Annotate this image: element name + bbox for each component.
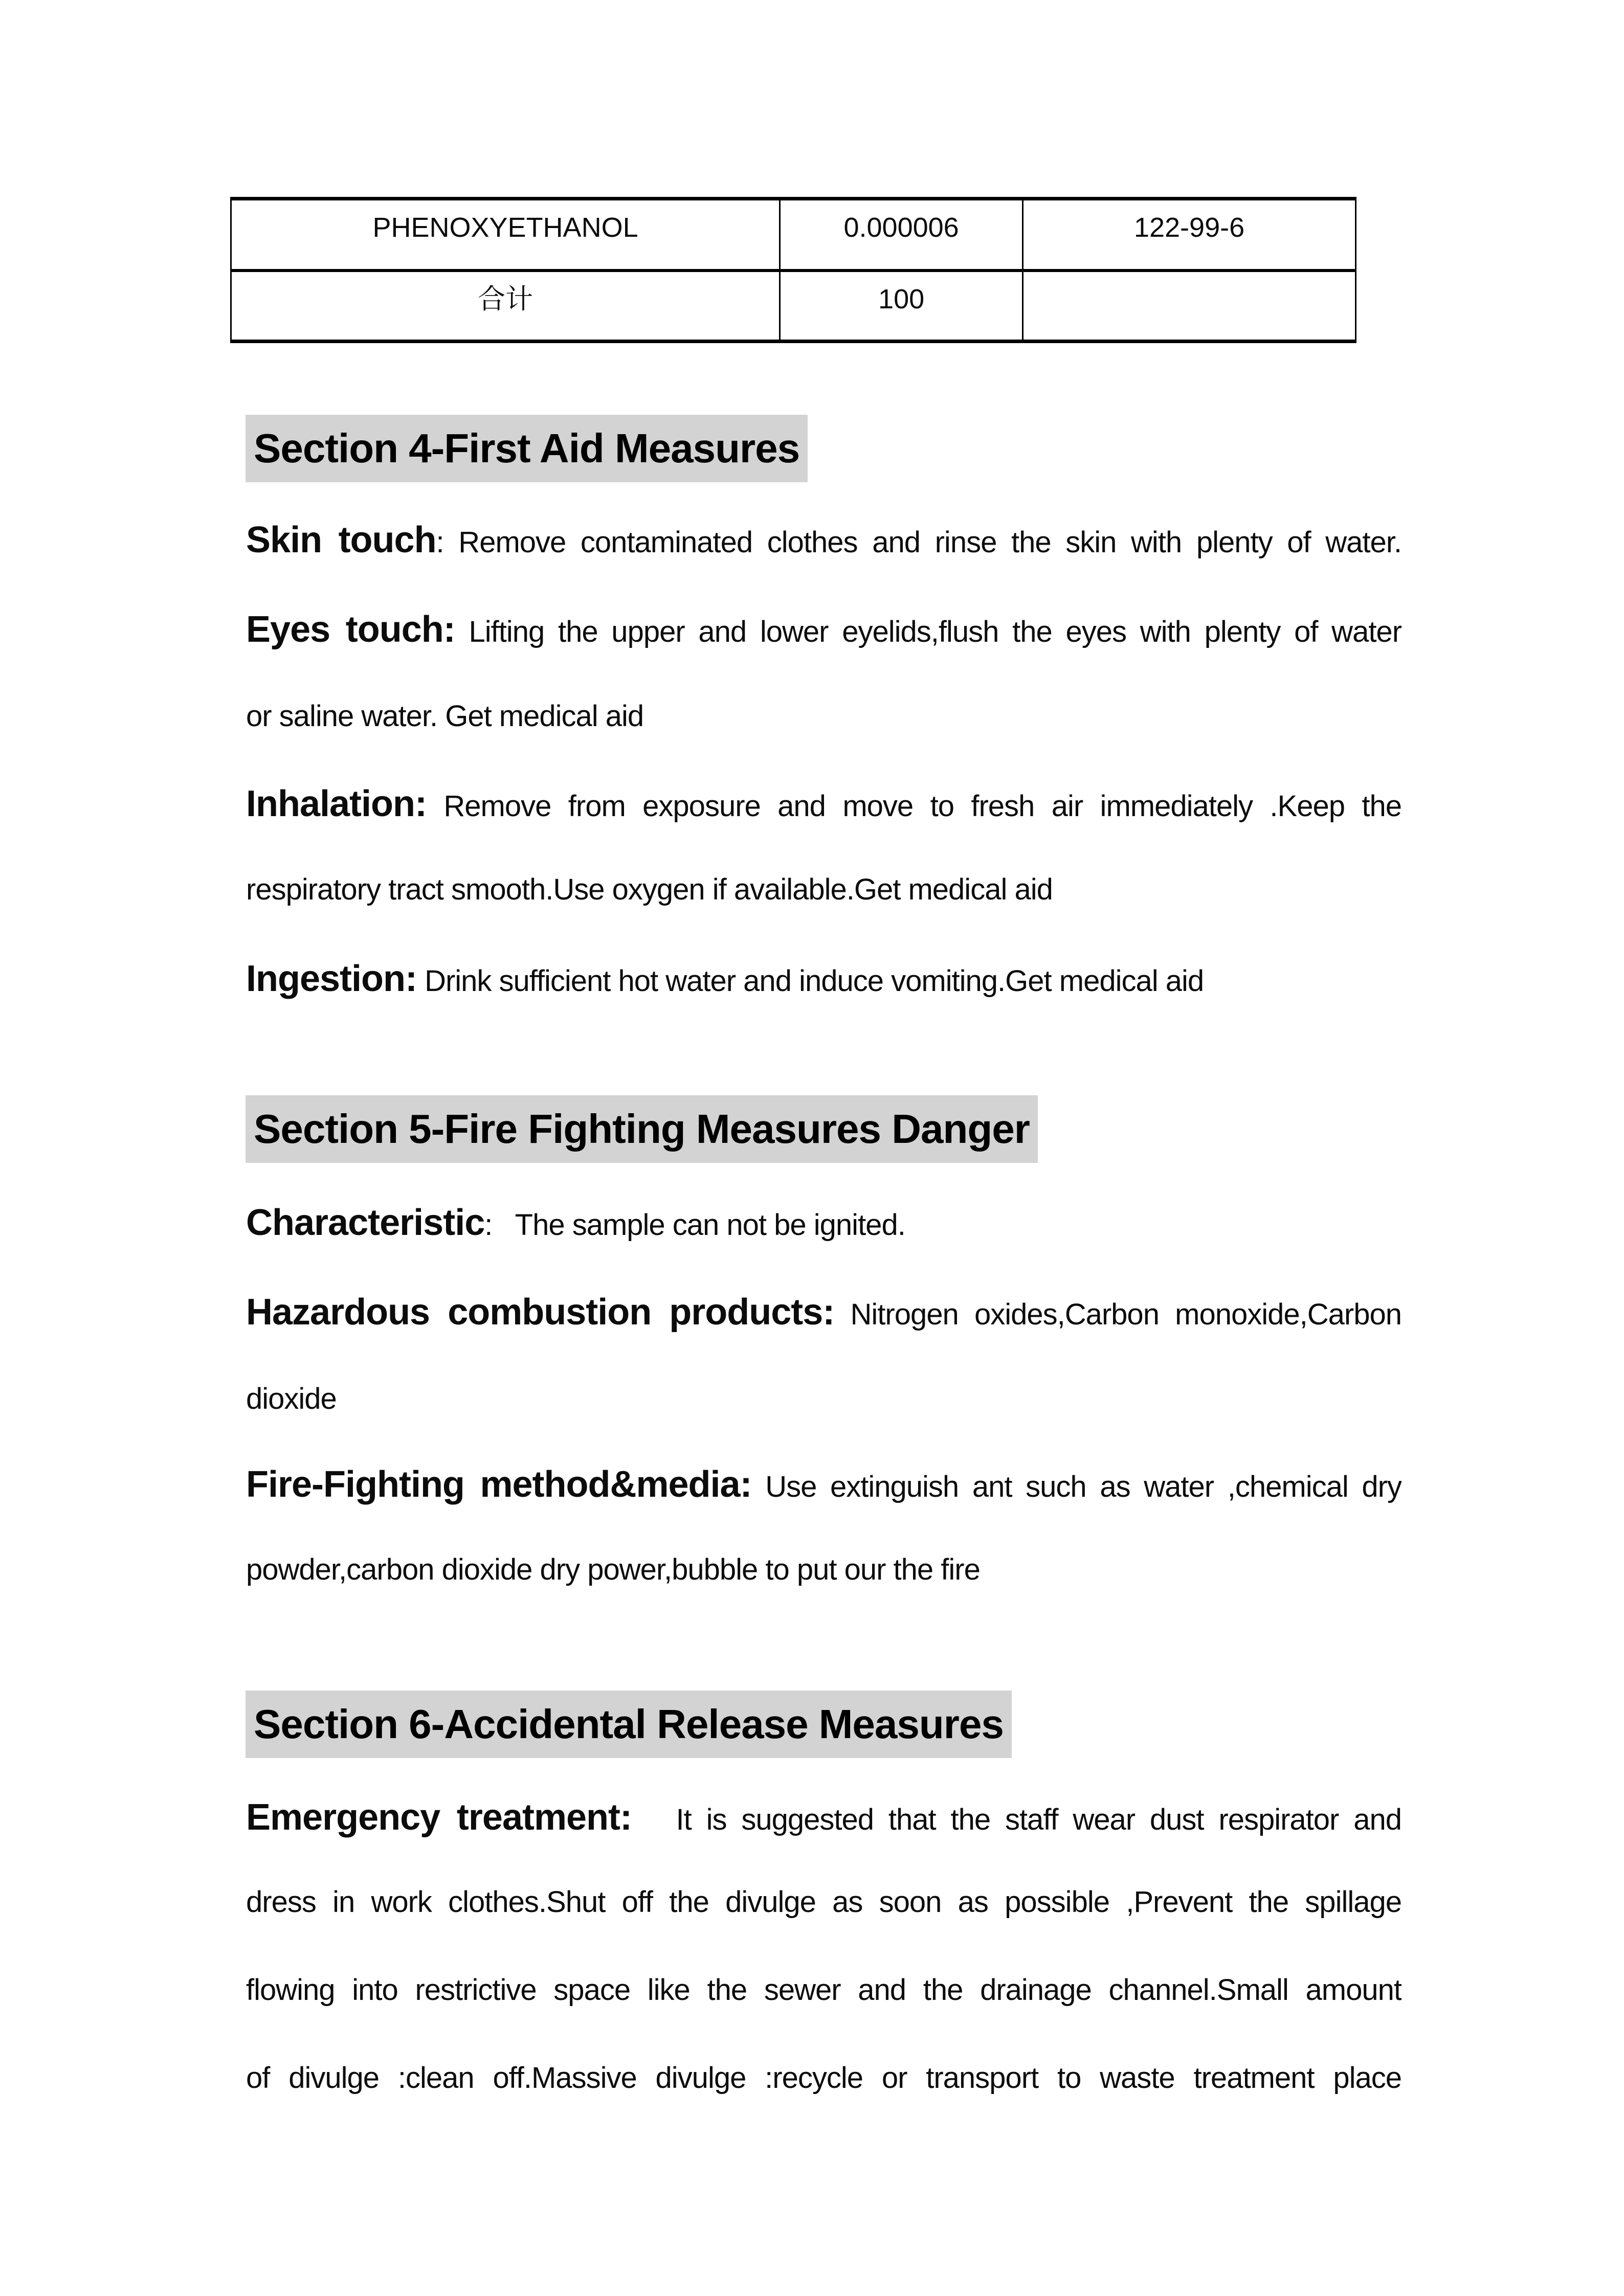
body-line-eyes-touch-cont xyxy=(246,693,1401,739)
hazardous-cont-text: dioxide xyxy=(246,1382,337,1415)
characteristic-label: Characteristic xyxy=(246,1202,485,1243)
ingestion-label: Ingestion: xyxy=(246,958,417,999)
inhalation-text: Remove from exposure and move to fresh air immediately .Keep the xyxy=(426,790,1401,823)
fire-fighting-cont-text: powder,carbon dioxide dry power,bubble to put our the fire xyxy=(246,1553,980,1586)
cell-total-percentage: 100 xyxy=(780,271,1023,342)
characteristic-text: : The sample can not be ignited. xyxy=(484,1208,905,1242)
body-line-hazardous-products xyxy=(246,1289,1401,1335)
cell-total-cas xyxy=(1023,271,1356,342)
fire-fighting-method-text: Use extinguish ant such as water ,chemical dry xyxy=(751,1470,1401,1503)
section5-heading: Section 5-Fire Fighting Measures Danger xyxy=(246,1095,1038,1163)
cell-total-label: 合计 xyxy=(231,271,780,342)
hazardous-products-text: Nitrogen oxides,Carbon monoxide,Carbon xyxy=(834,1298,1401,1331)
eyes-touch-cont-text: or saline water. Get medical aid xyxy=(246,700,644,733)
body-line-emergency-treatment xyxy=(246,1794,1401,1840)
inhalation-cont-text: respiratory tract smooth.Use oxygen if available.Get medical aid xyxy=(246,873,1053,906)
body-line-emergency-cont-2 xyxy=(246,1967,1401,2013)
body-line-inhalation xyxy=(246,781,1401,827)
body-line-skin-touch xyxy=(246,517,1401,563)
table-row-phenoxyethanol xyxy=(231,199,1356,271)
table-row-total xyxy=(231,271,1356,342)
fire-fighting-method-label: Fire-Fighting method&media: xyxy=(246,1464,752,1505)
body-line-emergency-cont-3 xyxy=(246,2055,1401,2101)
skin-touch-text: : Remove contaminated clothes and rinse the skin with plenty of water. xyxy=(436,526,1401,559)
emergency-cont-1-text: dress in work clothes.Shut off the divulge as soon as possible ,Prevent the spillage xyxy=(246,1885,1401,1919)
section4-heading: Section 4-First Aid Measures xyxy=(246,415,808,482)
skin-touch-label: Skin touch xyxy=(246,520,436,560)
body-line-ingestion xyxy=(246,956,1401,1002)
body-line-fire-fighting-cont xyxy=(246,1547,1401,1593)
eyes-touch-text: Lifting the upper and lower eyelids,flush the eyes with plenty of water xyxy=(455,615,1401,648)
composition-table xyxy=(230,197,1356,343)
emergency-cont-3-text: of divulge :clean off.Massive divulge :recycle or transport to waste treatment place xyxy=(246,2061,1401,2095)
hazardous-products-label: Hazardous combustion products: xyxy=(246,1292,835,1333)
ingestion-text: Drink sufficient hot water and induce vomiting.Get medical aid xyxy=(416,964,1204,998)
emergency-treatment-label: Emergency treatment: xyxy=(246,1797,632,1838)
section6-heading: Section 6-Accidental Release Measures xyxy=(246,1691,1012,1758)
emergency-cont-2-text: flowing into restrictive space like the sewer and the drainage channel.Small amount xyxy=(246,1973,1401,2007)
inhalation-label: Inhalation: xyxy=(246,783,427,824)
eyes-touch-label: Eyes touch: xyxy=(246,609,455,650)
cell-cas-number: 122-99-6 xyxy=(1023,199,1356,271)
body-line-eyes-touch xyxy=(246,606,1401,652)
body-line-characteristic xyxy=(246,1200,1401,1246)
body-line-fire-fighting-method xyxy=(246,1461,1401,1507)
emergency-treatment-text: It is suggested that the staff wear dust respirator and xyxy=(632,1803,1401,1836)
body-line-hazardous-cont xyxy=(246,1376,1401,1422)
cell-percentage: 0.000006 xyxy=(780,199,1023,271)
body-line-inhalation-cont xyxy=(246,867,1401,913)
body-line-emergency-cont-1 xyxy=(246,1879,1401,1925)
cell-ingredient-name: PHENOXYETHANOL xyxy=(231,199,780,271)
